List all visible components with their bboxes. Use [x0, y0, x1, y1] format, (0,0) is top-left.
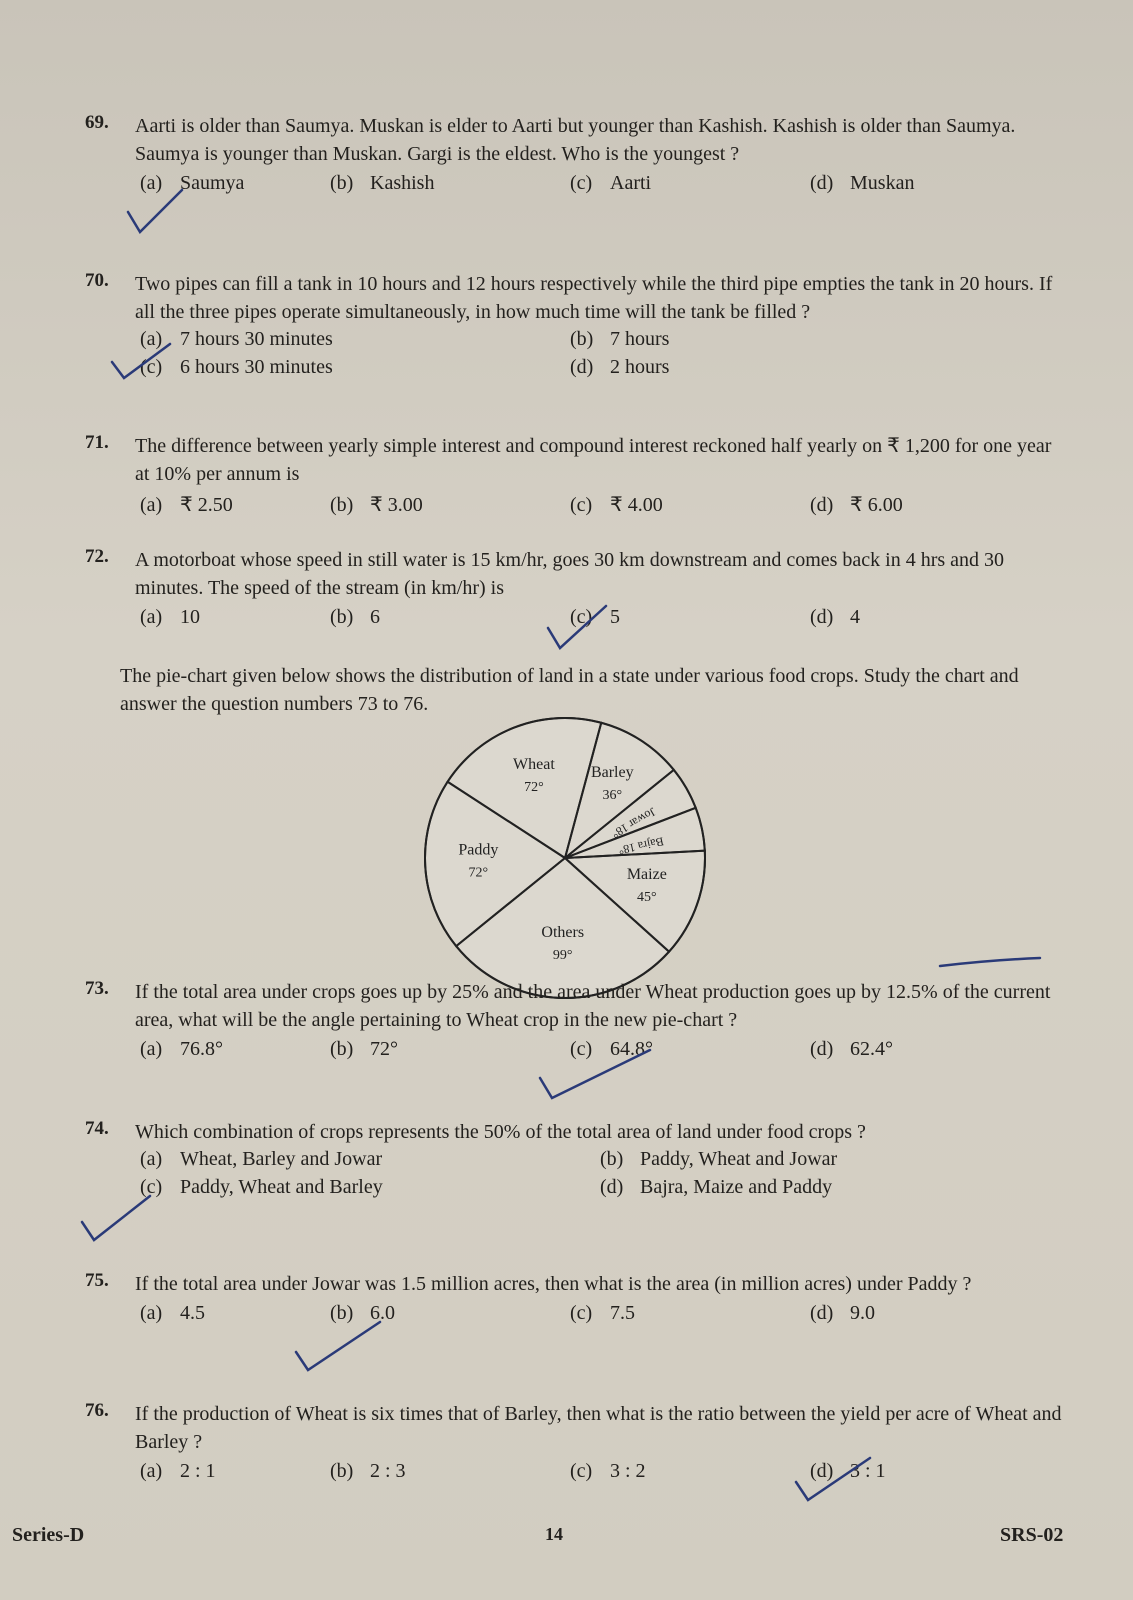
question-69 — [85, 112, 1065, 202]
slice-label-maize: Maize — [626, 865, 667, 883]
option-d[interactable]: (d) 4 — [810, 606, 860, 628]
options — [130, 172, 1065, 202]
option-a[interactable]: (a) 2 : 1 — [140, 1460, 216, 1482]
question-number: 75. — [85, 1270, 109, 1291]
options — [130, 606, 1065, 636]
slice-value-paddy: 72° — [468, 865, 489, 881]
option-a[interactable]: (a) Saumya — [140, 172, 245, 194]
question-number: 73. — [85, 978, 109, 999]
option-a[interactable]: (a) 7 hours 30 minutes — [140, 328, 333, 350]
question-text: Aarti is older than Saumya. Muskan is elder to Aarti but younger than Kashish. Kashish is older than Saumya. Saumya is younger than Muskan. Gargi is the eldest. Who is the youngest ? — [135, 115, 1016, 165]
options — [130, 328, 1065, 388]
slice-label-bajra: Bajra 18° — [617, 834, 666, 858]
option-c[interactable]: (c) 6 hours 30 minutes — [140, 356, 333, 378]
option-c[interactable]: (c) 64.8° — [570, 1038, 653, 1060]
option-d[interactable]: (d) 9.0 — [810, 1302, 875, 1324]
question-75 — [85, 1270, 1065, 1332]
paper-code: SRS-02 — [1000, 1524, 1064, 1546]
question-number: 76. — [85, 1400, 109, 1421]
options — [130, 1038, 1065, 1068]
slice-value-maize: 45° — [637, 889, 657, 905]
slice-label-paddy: Paddy — [458, 841, 499, 859]
slice-value-wheat: 72° — [524, 779, 544, 795]
question-73 — [85, 978, 1065, 1068]
options — [130, 492, 1065, 522]
crop-land-pie-chart — [415, 708, 715, 1008]
question-number: 70. — [85, 270, 109, 291]
question-text: If the total area under Jowar was 1.5 million acres, then what is the area (in million acres) under Paddy ? — [135, 1273, 972, 1295]
question-number: 69. — [85, 112, 109, 133]
option-b[interactable]: (b) 72° — [330, 1038, 398, 1060]
question-76 — [85, 1400, 1065, 1490]
option-c[interactable]: (c) Aarti — [570, 172, 652, 194]
question-text: A motorboat whose speed in still water is 15 km/hr, goes 30 km downstream and comes back in 4 hrs and 30 minutes. The speed of the stream (in km/hr) is — [135, 549, 1005, 599]
option-b[interactable]: (b) 6 — [330, 606, 380, 628]
options — [130, 1302, 1065, 1332]
option-d[interactable]: (d) 2 hours — [570, 356, 670, 378]
option-b[interactable]: (b) 2 : 3 — [330, 1460, 406, 1482]
option-d[interactable]: (d) Bajra, Maize and Paddy — [600, 1176, 833, 1198]
pie-chart-instructions: The pie-chart given below shows the distribution of land in a state under various food crops. Study the chart and answer the question numbers 73 to 76. — [120, 665, 1019, 715]
question-text: Which combination of crops represents the 50% of the total area of land under food crops ? — [135, 1121, 866, 1143]
option-a[interactable]: (a) 10 — [140, 606, 200, 628]
option-b[interactable]: (b) ₹ 3.00 — [330, 494, 423, 516]
series-label: Series-D — [12, 1524, 85, 1546]
option-b[interactable]: (b) 6.0 — [330, 1302, 395, 1324]
question-number: 72. — [85, 546, 109, 567]
slice-value-barley: 36° — [602, 788, 623, 804]
option-c[interactable]: (c) 3 : 2 — [570, 1460, 646, 1482]
option-a[interactable]: (a) ₹ 2.50 — [140, 494, 233, 516]
question-text: Two pipes can fill a tank in 10 hours and 12 hours respectively while the third pipe empties the tank in 20 hours. If all the three pipes operate simultaneously, in how much time will the tank be filled ? — [135, 273, 1053, 323]
option-b[interactable]: (b) 7 hours — [570, 328, 670, 350]
option-a[interactable]: (a) Wheat, Barley and Jowar — [140, 1148, 383, 1170]
slice-label-others: Others — [541, 923, 585, 941]
question-number: 74. — [85, 1118, 109, 1139]
option-d[interactable]: (d) 3 : 1 — [810, 1460, 886, 1482]
options — [130, 1148, 1065, 1208]
option-d[interactable]: (d) 62.4° — [810, 1038, 893, 1060]
question-number: 71. — [85, 432, 109, 453]
question-70 — [85, 270, 1065, 388]
slice-label-wheat: Wheat — [513, 755, 555, 773]
option-c[interactable]: (c) 5 — [570, 606, 620, 628]
option-c[interactable]: (c) 7.5 — [570, 1302, 635, 1324]
slice-value-others: 99° — [552, 947, 573, 963]
scribble-line — [940, 958, 1040, 966]
question-71 — [85, 432, 1065, 522]
question-text: If the production of Wheat is six times that of Barley, then what is the ratio between the yield per acre of Wheat and Barley ? — [135, 1403, 1062, 1453]
question-text: The difference between yearly simple interest and compound interest reckoned half yearly on ₹ 1,200 for one year at 10% per annum is — [135, 435, 1052, 485]
question-74 — [85, 1118, 1065, 1208]
question-72 — [85, 546, 1065, 636]
option-a[interactable]: (a) 4.5 — [140, 1302, 205, 1324]
options — [130, 1460, 1065, 1490]
option-a[interactable]: (a) 76.8° — [140, 1038, 223, 1060]
slice-label-barley: Barley — [590, 764, 634, 782]
question-text: If the total area under crops goes up by 25% and the area under Wheat production goes up by 12.5% of the current area, what will be the angle pertaining to Wheat crop in the new pie-chart ? — [135, 981, 1051, 1031]
option-d[interactable]: (d) Muskan — [810, 172, 915, 194]
option-d[interactable]: (d) ₹ 6.00 — [810, 494, 903, 516]
slice-label-jowar: Jowar 18° — [609, 804, 659, 842]
option-c[interactable]: (c) ₹ 4.00 — [570, 494, 663, 516]
option-c[interactable]: (c) Paddy, Wheat and Barley — [140, 1176, 383, 1198]
option-b[interactable]: (b) Paddy, Wheat and Jowar — [600, 1148, 838, 1170]
option-b[interactable]: (b) Kashish — [330, 172, 435, 194]
page-number: 14 — [545, 1524, 563, 1544]
